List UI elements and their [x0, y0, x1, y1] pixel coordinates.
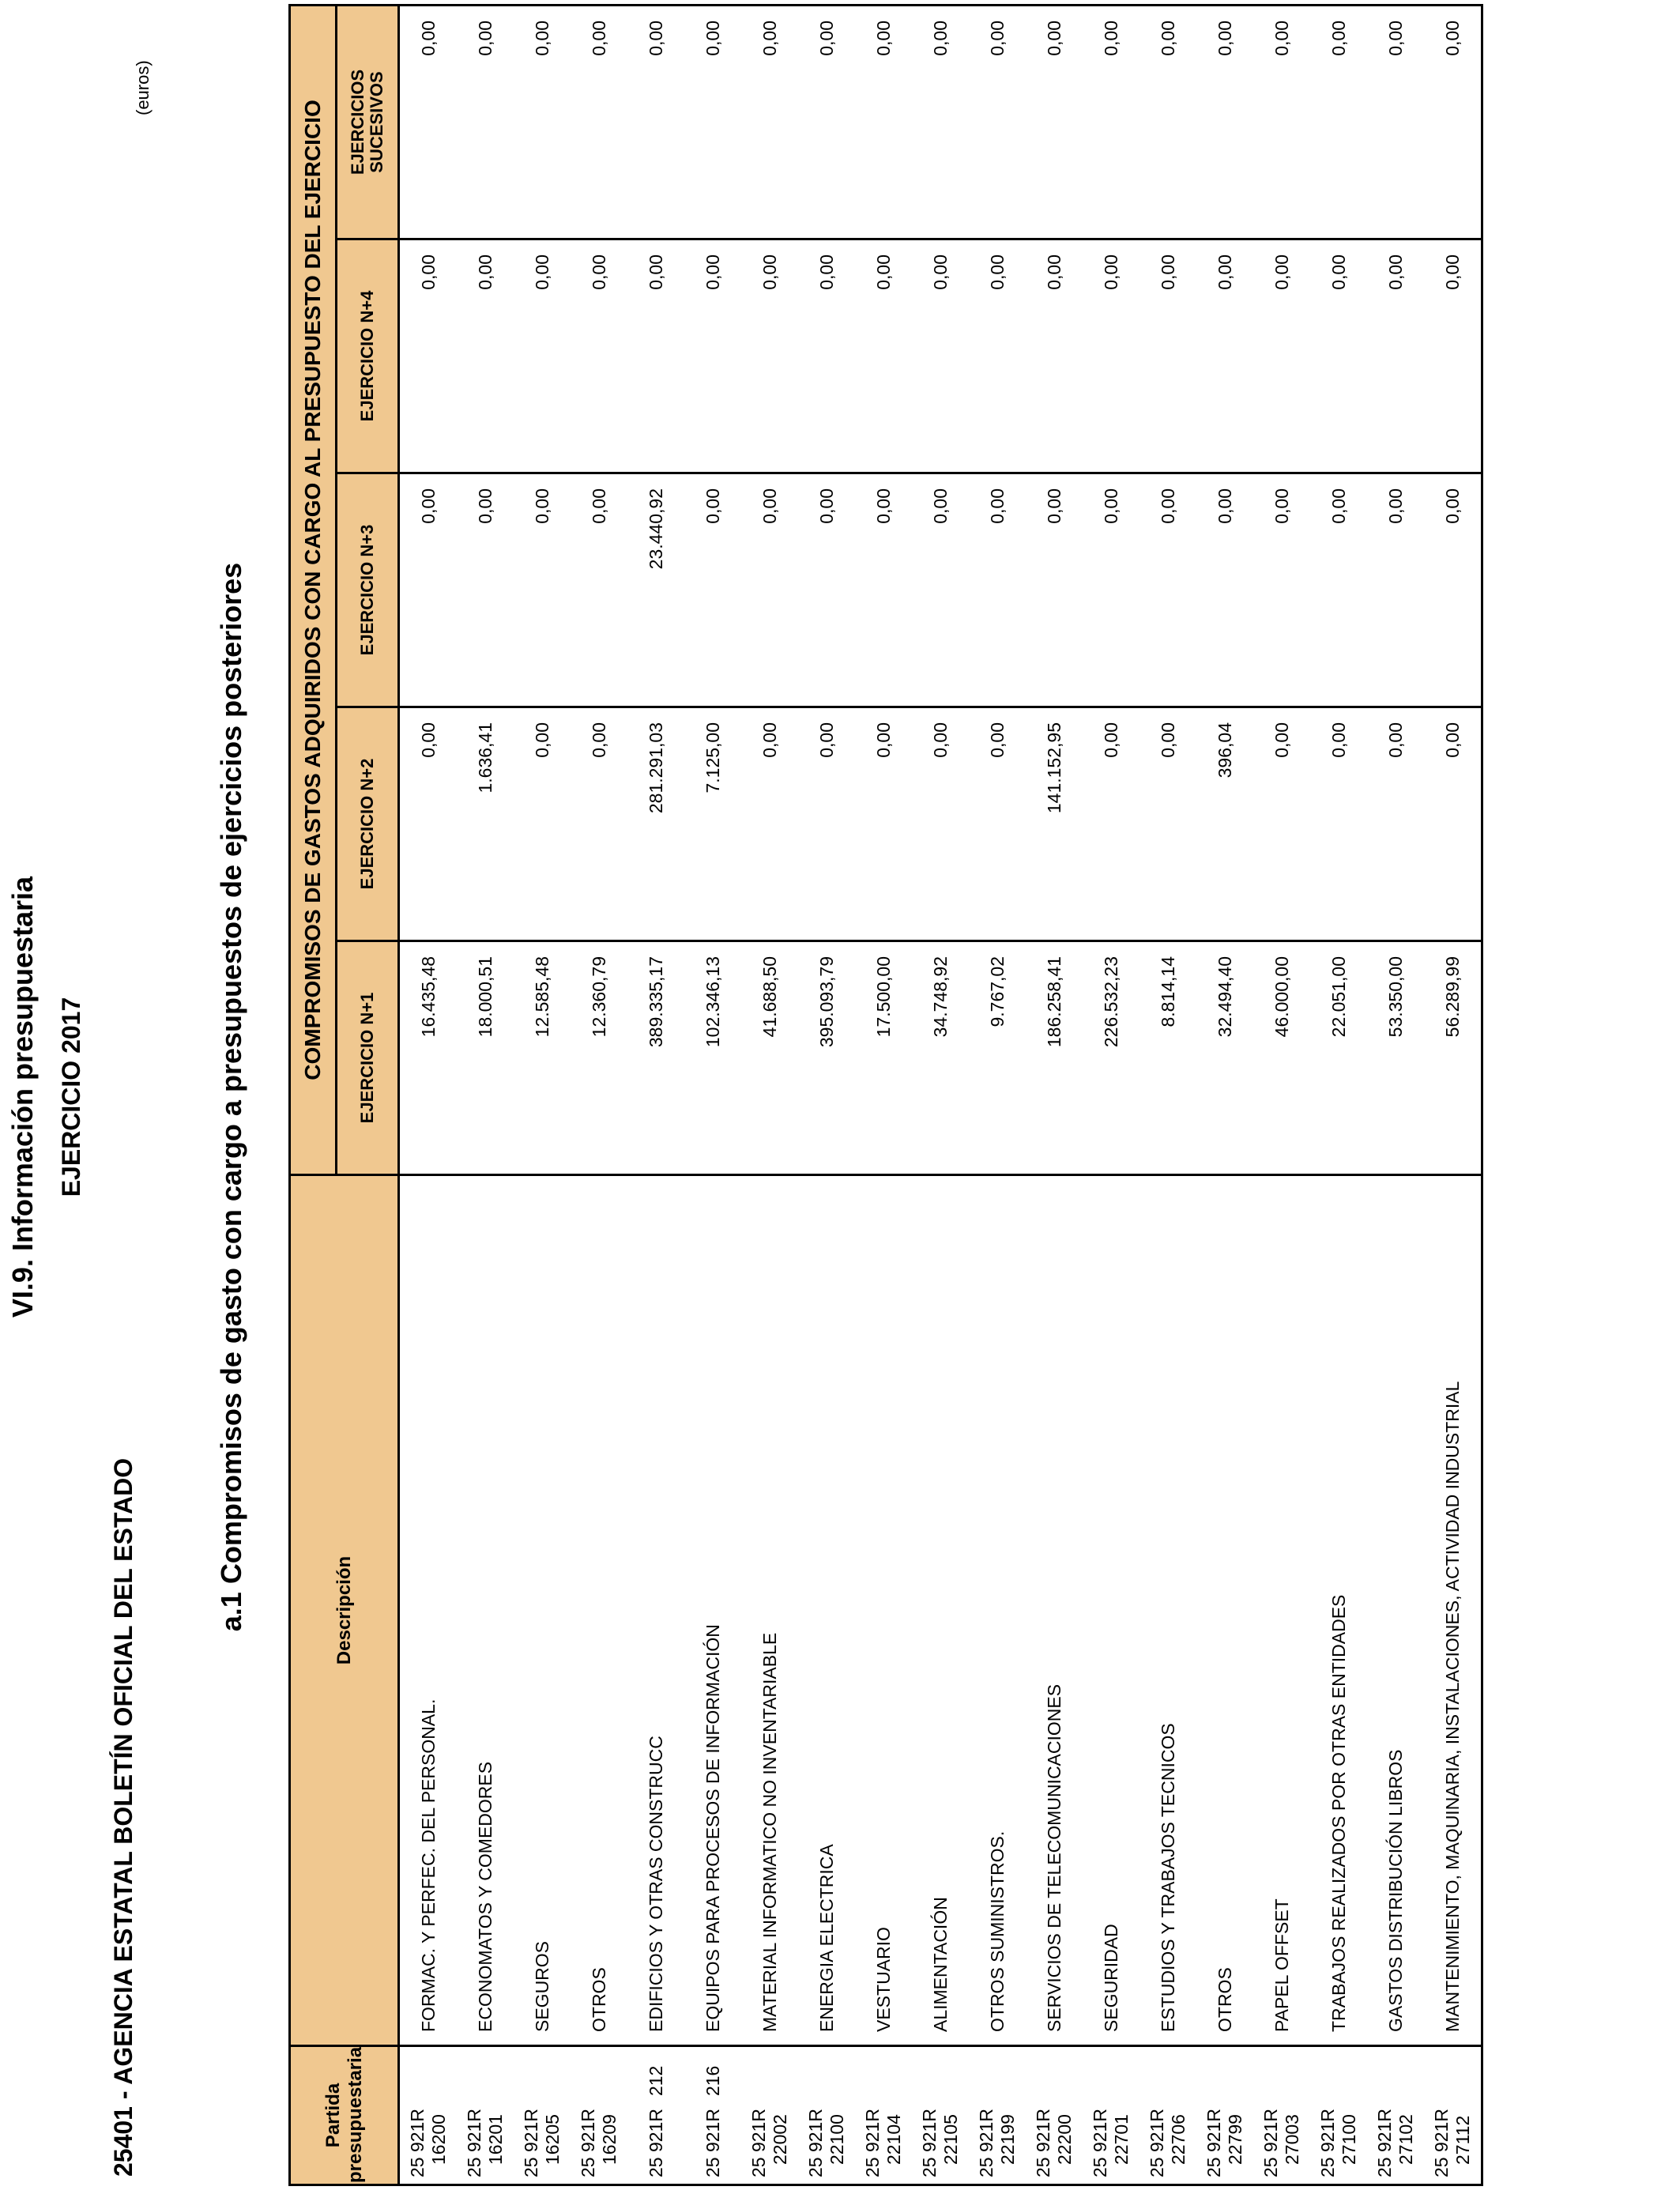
cell-n2: 0,00 [1310, 707, 1367, 941]
cell-sucesivos: 0,00 [969, 6, 1026, 239]
cell-n1: 9.767,02 [969, 941, 1026, 1175]
concept-code: 16201 [485, 2114, 506, 2165]
concept-code: 22100 [827, 2114, 847, 2165]
cell-sucesivos: 0,00 [912, 6, 969, 239]
program-code: 25 921R [748, 2109, 769, 2177]
cell-n1: 56.289,99 [1424, 941, 1482, 1175]
program-code: 25 921R [805, 2109, 826, 2177]
units-label: (euros) [133, 60, 153, 115]
cell-n2: 0,00 [1424, 707, 1482, 941]
cell-n4: 0,00 [912, 239, 969, 473]
cell-partida [514, 2046, 571, 2185]
cell-partida [798, 2046, 855, 2185]
program-code: 25 921R [1374, 2109, 1395, 2177]
header-sucesivos-line1: EJERCICIOS [348, 69, 367, 175]
concept-code: 216 [702, 2065, 723, 2097]
table-row [514, 6, 571, 2185]
cell-partida [1083, 2046, 1139, 2185]
table-row [855, 6, 912, 2185]
table-row [1026, 6, 1083, 2185]
concept-code: 16209 [599, 2114, 620, 2165]
cell-sucesivos: 0,00 [1253, 6, 1310, 239]
cell-n2: 0,00 [798, 707, 855, 941]
cell-n3: 0,00 [1196, 473, 1253, 707]
cell-n1: 22.051,00 [1310, 941, 1367, 1175]
cell-n2: 0,00 [855, 707, 912, 941]
cell-n3: 0,00 [399, 473, 458, 707]
commitments-table [288, 4, 1483, 2186]
cell-n2: 1.636,41 [457, 707, 514, 941]
section-subtitle: a.1 Compromisos de gasto con cargo a presupuestos de ejercicios posteriores [215, 562, 247, 1632]
cell-descripcion: ECONOMATOS Y COMEDORES [457, 1175, 514, 2046]
cell-partida [855, 2046, 912, 2185]
cell-n3: 0,00 [798, 473, 855, 707]
cell-n3: 0,00 [457, 473, 514, 707]
cell-n3: 0,00 [969, 473, 1026, 707]
table-row [1196, 6, 1253, 2185]
cell-descripcion: VESTUARIO [855, 1175, 912, 2046]
table-row [1139, 6, 1196, 2185]
cell-n2: 0,00 [912, 707, 969, 941]
cell-descripcion: FORMAC. Y PERFEC. DEL PERSONAL. [399, 1175, 458, 2046]
cell-partida [627, 2046, 684, 2185]
cell-descripcion: ESTUDIOS Y TRABAJOS TECNICOS [1139, 1175, 1196, 2046]
cell-n1: 46.000,00 [1253, 941, 1310, 1175]
header-sucesivos-line2: SUCESIVOS [367, 71, 386, 173]
program-code: 25 921R [407, 2109, 428, 2177]
cell-descripcion: EQUIPOS PARA PROCESOS DE INFORMACIÓN [684, 1175, 741, 2046]
cell-n2: 0,00 [399, 707, 458, 941]
header-group: COMPROMISOS DE GASTOS ADQUIRIDOS CON CARGO AL PRESUPUESTO DEL EJERCICIO [290, 6, 337, 1175]
cell-sucesivos: 0,00 [684, 6, 741, 239]
table-row [457, 6, 514, 2185]
cell-partida [912, 2046, 969, 2185]
cell-partida [1424, 2046, 1482, 2185]
table-row [1083, 6, 1139, 2185]
program-code: 25 921R [1147, 2109, 1167, 2177]
cell-n4: 0,00 [1196, 239, 1253, 473]
cell-partida [571, 2046, 627, 2185]
cell-sucesivos: 0,00 [399, 6, 458, 239]
cell-n4: 0,00 [798, 239, 855, 473]
cell-n2: 0,00 [514, 707, 571, 941]
cell-n4: 0,00 [399, 239, 458, 473]
organism-title: 25401 - AGENCIA ESTATAL BOLETÍN OFICIAL DEL ESTADO [109, 1457, 137, 2177]
cell-n1: 395.093,79 [798, 941, 855, 1175]
table-row [798, 6, 855, 2185]
cell-sucesivos: 0,00 [627, 6, 684, 239]
header-n3: EJERCICIO N+3 [337, 473, 399, 707]
cell-n2: 7.125,00 [684, 707, 741, 941]
cell-sucesivos: 0,00 [798, 6, 855, 239]
cell-n4: 0,00 [1139, 239, 1196, 473]
cell-descripcion: SEGUROS [514, 1175, 571, 2046]
header-sucesivos [337, 6, 399, 239]
table-row [571, 6, 627, 2185]
cell-n1: 32.494,40 [1196, 941, 1253, 1175]
cell-n4: 0,00 [1310, 239, 1367, 473]
program-code: 25 921R [521, 2109, 541, 2177]
concept-code: 16200 [428, 2114, 449, 2165]
table-row [627, 6, 684, 2185]
cell-n2: 0,00 [1253, 707, 1310, 941]
cell-descripcion: SEGURIDAD [1083, 1175, 1139, 2046]
cell-partida [1310, 2046, 1367, 2185]
cell-sucesivos: 0,00 [741, 6, 798, 239]
cell-n3: 23.440,92 [627, 473, 684, 707]
program-code: 25 921R [464, 2109, 484, 2177]
header-n2: EJERCICIO N+2 [337, 707, 399, 941]
program-code: 25 921R [578, 2109, 598, 2177]
cell-n2: 0,00 [571, 707, 627, 941]
program-code: 25 921R [1260, 2109, 1281, 2177]
cell-partida [399, 2046, 458, 2185]
cell-n4: 0,00 [855, 239, 912, 473]
header-n1: EJERCICIO N+1 [337, 941, 399, 1175]
cell-partida [1253, 2046, 1310, 2185]
header-descripcion: Descripción [290, 1175, 399, 2046]
cell-n4: 0,00 [741, 239, 798, 473]
table-body [399, 6, 1482, 2185]
cell-descripcion: EDIFICIOS Y OTRAS CONSTRUCC [627, 1175, 684, 2046]
header-partida: Partida presupuestaria [290, 2046, 399, 2185]
program-code: 25 921R [1033, 2109, 1053, 2177]
cell-n4: 0,00 [969, 239, 1026, 473]
program-code: 25 921R [919, 2109, 940, 2177]
cell-n4: 0,00 [571, 239, 627, 473]
cell-n4: 0,00 [457, 239, 514, 473]
cell-n3: 0,00 [1310, 473, 1367, 707]
concept-code: 16205 [542, 2114, 563, 2165]
concept-code: 27102 [1396, 2114, 1416, 2165]
cell-descripcion: GASTOS DISTRIBUCIÓN LIBROS [1367, 1175, 1424, 2046]
table-row [684, 6, 741, 2185]
cell-partida [457, 2046, 514, 2185]
cell-sucesivos: 0,00 [1026, 6, 1083, 239]
cell-n4: 0,00 [684, 239, 741, 473]
cell-n2: 281.291,03 [627, 707, 684, 941]
concept-code: 27112 [1452, 2115, 1473, 2165]
cell-sucesivos: 0,00 [514, 6, 571, 239]
cell-descripcion: OTROS [1196, 1175, 1253, 2046]
cell-sucesivos: 0,00 [1367, 6, 1424, 239]
cell-n4: 0,00 [514, 239, 571, 473]
cell-sucesivos: 0,00 [1139, 6, 1196, 239]
program-code: 25 921R [645, 2109, 666, 2177]
cell-descripcion: MATERIAL INFORMATICO NO INVENTARIABLE [741, 1175, 798, 2046]
cell-partida [969, 2046, 1026, 2185]
cell-n4: 0,00 [1253, 239, 1310, 473]
table-row [1253, 6, 1310, 2185]
cell-descripcion: OTROS [571, 1175, 627, 2046]
cell-n3: 0,00 [1367, 473, 1424, 707]
cell-n3: 0,00 [1253, 473, 1310, 707]
header-n4: EJERCICIO N+4 [337, 239, 399, 473]
cell-n3: 0,00 [912, 473, 969, 707]
cell-n3: 0,00 [741, 473, 798, 707]
program-code: 25 921R [1090, 2109, 1110, 2177]
cell-n1: 18.000,51 [457, 941, 514, 1175]
program-code: 25 921R [1317, 2109, 1338, 2177]
cell-descripcion: SERVICIOS DE TELECOMUNICACIONES [1026, 1175, 1083, 2046]
concept-code: 22104 [883, 2114, 904, 2165]
cell-n3: 0,00 [1424, 473, 1482, 707]
concept-code: 212 [645, 2065, 666, 2097]
program-code: 25 921R [862, 2109, 883, 2177]
cell-n3: 0,00 [571, 473, 627, 707]
program-code: 25 921R [976, 2109, 996, 2177]
concept-code: 22105 [940, 2114, 961, 2165]
concept-code: 22701 [1111, 2114, 1132, 2165]
cell-n4: 0,00 [1026, 239, 1083, 473]
program-code: 25 921R [1431, 2109, 1452, 2177]
cell-n1: 226.532,23 [1083, 941, 1139, 1175]
table-row [912, 6, 969, 2185]
table-row [1367, 6, 1424, 2185]
concept-code: 27100 [1339, 2114, 1359, 2165]
cell-descripcion: TRABAJOS REALIZADOS POR OTRAS ENTIDADES [1310, 1175, 1367, 2046]
cell-partida [741, 2046, 798, 2185]
cell-descripcion: PAPEL OFFSET [1253, 1175, 1310, 2046]
cell-n2: 396,04 [1196, 707, 1253, 941]
cell-n2: 0,00 [969, 707, 1026, 941]
cell-n1: 17.500,00 [855, 941, 912, 1175]
cell-n4: 0,00 [627, 239, 684, 473]
concept-code: 22002 [770, 2114, 790, 2165]
cell-n3: 0,00 [684, 473, 741, 707]
page-title: VI.9. Información presupuestaria [6, 876, 39, 1318]
cell-sucesivos: 0,00 [1196, 6, 1253, 239]
cell-n4: 0,00 [1424, 239, 1482, 473]
cell-n1: 53.350,00 [1367, 941, 1424, 1175]
cell-n1: 8.814,14 [1139, 941, 1196, 1175]
concept-code: 27003 [1282, 2114, 1302, 2165]
cell-n2: 0,00 [741, 707, 798, 941]
table-row [969, 6, 1026, 2185]
cell-n1: 16.435,48 [399, 941, 458, 1175]
cell-n1: 102.346,13 [684, 941, 741, 1175]
concept-code: 22200 [1054, 2114, 1075, 2165]
cell-n3: 0,00 [1026, 473, 1083, 707]
cell-n3: 0,00 [1083, 473, 1139, 707]
cell-n2: 0,00 [1367, 707, 1424, 941]
table-row [399, 6, 458, 2185]
cell-partida [1367, 2046, 1424, 2185]
cell-n1: 186.258,41 [1026, 941, 1083, 1175]
cell-sucesivos: 0,00 [1083, 6, 1139, 239]
cell-descripcion: OTROS SUMINISTROS. [969, 1175, 1026, 2046]
concept-code: 22799 [1225, 2114, 1245, 2165]
cell-n1: 41.688,50 [741, 941, 798, 1175]
cell-n1: 389.335,17 [627, 941, 684, 1175]
cell-n3: 0,00 [1139, 473, 1196, 707]
cell-sucesivos: 0,00 [571, 6, 627, 239]
cell-n3: 0,00 [514, 473, 571, 707]
fiscal-year: EJERCICIO 2017 [57, 997, 85, 1197]
cell-partida [684, 2046, 741, 2185]
cell-n2: 0,00 [1083, 707, 1139, 941]
cell-partida [1139, 2046, 1196, 2185]
cell-sucesivos: 0,00 [457, 6, 514, 239]
cell-sucesivos: 0,00 [855, 6, 912, 239]
concept-code: 22199 [997, 2114, 1018, 2165]
cell-descripcion: ALIMENTACIÓN [912, 1175, 969, 2046]
cell-n1: 34.748,92 [912, 941, 969, 1175]
cell-n2: 0,00 [1139, 707, 1196, 941]
cell-descripcion: ENERGIA ELECTRICA [798, 1175, 855, 2046]
cell-sucesivos: 0,00 [1424, 6, 1482, 239]
cell-n3: 0,00 [855, 473, 912, 707]
program-code: 25 921R [702, 2109, 723, 2177]
cell-descripcion: MANTENIMIENTO, MAQUINARIA, INSTALACIONES, ACTIVIDAD INDUSTRIAL [1424, 1175, 1482, 2046]
cell-n4: 0,00 [1083, 239, 1139, 473]
concept-code: 22706 [1168, 2114, 1188, 2165]
cell-n4: 0,00 [1367, 239, 1424, 473]
table-row [1424, 6, 1482, 2185]
cell-partida [1196, 2046, 1253, 2185]
program-code: 25 921R [1203, 2109, 1224, 2177]
cell-sucesivos: 0,00 [1310, 6, 1367, 239]
cell-n1: 12.585,48 [514, 941, 571, 1175]
table-row [741, 6, 798, 2185]
table-row [1310, 6, 1367, 2185]
cell-n1: 12.360,79 [571, 941, 627, 1175]
cell-partida [1026, 2046, 1083, 2185]
cell-n2: 141.152,95 [1026, 707, 1083, 941]
